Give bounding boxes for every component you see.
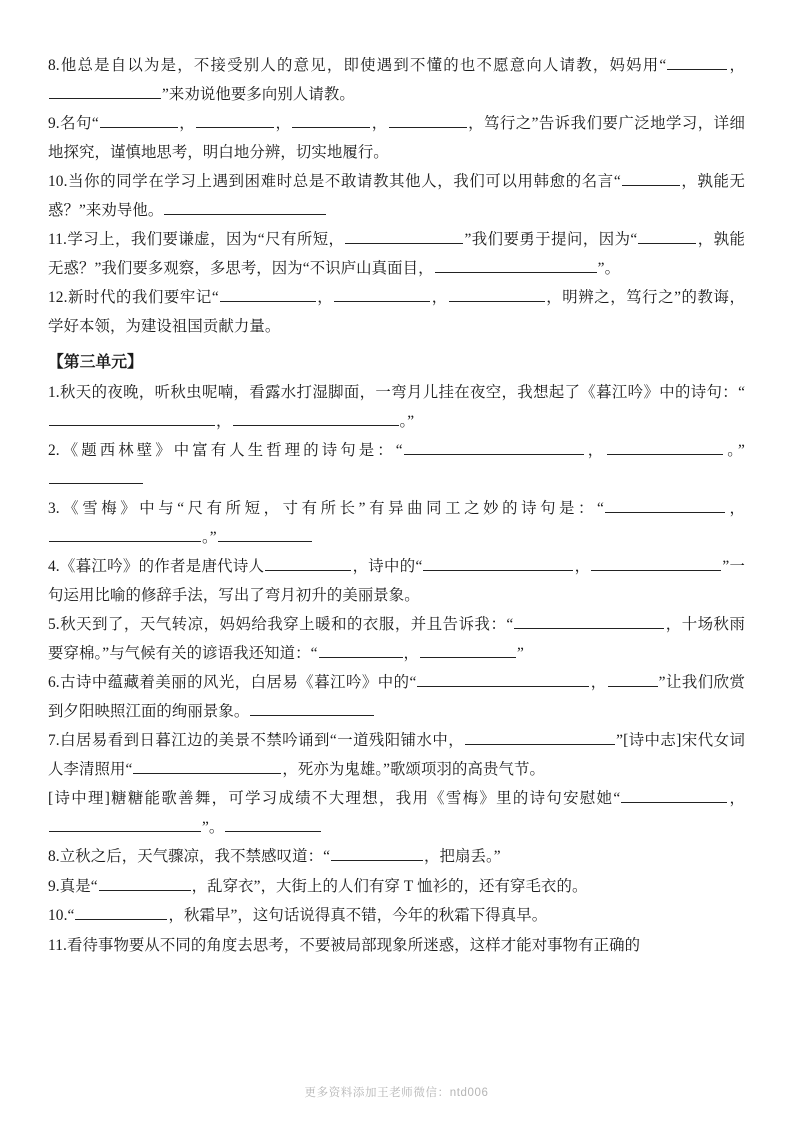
question-text: 他总是自以为是，不接受别人的意见，即使遇到不懂的也不愿意向人请教，妈妈用“ <box>59 57 667 74</box>
fill-in-blank[interactable] <box>404 439 584 455</box>
question-text: 新时代的我们要牢记“ <box>67 289 219 306</box>
fill-in-blank[interactable] <box>420 642 516 658</box>
question-number: 6. <box>48 674 60 691</box>
fill-in-blank[interactable] <box>250 700 374 716</box>
question-text: ”[诗中志]宋代女词人李清照用“ <box>48 732 745 778</box>
fill-in-blank[interactable] <box>265 555 351 571</box>
fill-in-blank[interactable] <box>49 816 201 832</box>
question-text: ， <box>403 644 420 662</box>
fill-in-blank[interactable] <box>435 257 597 273</box>
question-text: ，乱穿衣”，大街上的人们有穿 T 恤衫的，还有穿毛衣的。 <box>191 877 588 895</box>
question-text: 《题西林壁》中富有人生哲理的诗句是：“ <box>59 442 403 459</box>
question-text: 看待事物要从不同的角度去思考，不要被局部现象所迷惑，这样才能对事物有正确的 <box>66 936 641 954</box>
fill-in-blank[interactable] <box>233 410 399 426</box>
question-number: 11. <box>48 231 67 248</box>
question-text: ，孰能无惑？”来劝导他。 <box>48 173 745 219</box>
question-text: 当你的同学在学习上遇到困难时总是不敢请教其他人，我们可以用韩愈的名言“ <box>67 173 621 190</box>
question-text: 《雪梅》中与“尺有所短，寸有所长”有异曲同工之妙的诗句是：“ <box>59 500 604 517</box>
question-item <box>48 553 745 610</box>
question-item <box>48 379 745 436</box>
question-text: ，把扇丢。” <box>424 848 501 865</box>
question-text: “ <box>67 907 75 924</box>
question-text: ， <box>726 500 745 517</box>
question-item <box>48 843 745 872</box>
fill-in-blank[interactable] <box>334 286 430 302</box>
question-text: 《暮江吟》的作者是唐代诗人 <box>59 558 265 575</box>
fill-in-blank[interactable] <box>49 410 215 426</box>
fill-in-blank[interactable] <box>196 112 274 128</box>
question-item <box>48 284 745 341</box>
fill-in-blank[interactable] <box>514 613 664 629</box>
question-item <box>48 669 745 726</box>
fill-in-blank[interactable] <box>225 816 321 832</box>
question-text: ， <box>431 289 448 306</box>
question-number: 7. <box>48 732 60 749</box>
question-item <box>48 902 745 931</box>
question-text: 。” <box>202 528 217 546</box>
fill-in-blank[interactable] <box>608 671 658 687</box>
question-text: ，笃行之”告诉我们要广泛地学习，详细地探究，谨慎地思考，明白地分辨，切实地履行。 <box>48 115 745 161</box>
question-item <box>48 785 745 842</box>
question-number: 8. <box>48 848 60 865</box>
question-text: ”让我们欣赏到夕阳映照江面的绚丽景象。 <box>48 674 745 720</box>
fill-in-blank[interactable] <box>423 555 573 571</box>
fill-in-blank[interactable] <box>100 112 178 128</box>
question-text: ，明辨之，笃行之”的教诲，学好本领，为建设祖国贡献力量。 <box>48 289 745 335</box>
question-text: ， <box>316 289 334 306</box>
question-text: ”。 <box>202 818 225 836</box>
fill-in-blank[interactable] <box>49 526 201 542</box>
question-text: ，孰能无惑？”我们要多观察，多思考，因为“不识庐山真面目， <box>48 231 745 277</box>
question-text: ， <box>574 558 591 575</box>
question-text: ， <box>178 115 196 132</box>
question-item <box>48 110 745 167</box>
fill-in-blank[interactable] <box>622 170 680 186</box>
fill-in-blank[interactable] <box>345 228 463 244</box>
fill-in-blank[interactable] <box>621 787 727 803</box>
fill-in-blank[interactable] <box>319 642 403 658</box>
question-text: ， <box>590 674 607 691</box>
fill-in-blank[interactable] <box>638 228 696 244</box>
question-text: ， <box>728 790 745 807</box>
question-number: 9. <box>48 877 60 895</box>
fill-in-blank[interactable] <box>49 83 161 99</box>
question-number: 12. <box>48 289 68 306</box>
question-text: 名句“ <box>59 115 99 132</box>
question-item <box>48 437 745 494</box>
question-text: ，十场秋雨要穿棉。”与气候有关的谚语我还知道：“ <box>48 616 745 662</box>
question-text: 秋天的夜晚，听秋虫呢喃，看露水打湿脚面，一弯月儿挂在夜空，我想起了《暮江吟》中的诗句：“ <box>59 384 745 401</box>
question-item <box>48 495 745 552</box>
question-item <box>48 226 745 283</box>
fill-in-blank[interactable] <box>99 875 191 891</box>
question-number: 10. <box>48 173 68 190</box>
question-number: 9. <box>48 115 60 132</box>
fill-in-blank[interactable] <box>49 468 143 484</box>
question-number: 5. <box>48 616 60 633</box>
fill-in-blank[interactable] <box>220 286 316 302</box>
fill-in-blank[interactable] <box>389 112 467 128</box>
fill-in-blank[interactable] <box>164 199 326 215</box>
question-text: 真是“ <box>59 877 98 895</box>
question-text: ”。 <box>597 259 621 277</box>
question-text: ，死亦为鬼雄。”歌颂项羽的高贵气节。 <box>282 760 545 778</box>
fill-in-blank[interactable] <box>465 729 615 745</box>
fill-in-blank[interactable] <box>667 54 727 70</box>
fill-in-blank[interactable] <box>75 904 167 920</box>
document-content <box>48 52 745 960</box>
fill-in-blank[interactable] <box>218 526 312 542</box>
unit-heading: 【第三单元】 <box>48 354 143 371</box>
question-text: ，诗中的“ <box>352 558 423 575</box>
question-number: 4. <box>48 558 60 575</box>
fill-in-blank[interactable] <box>292 112 370 128</box>
question-text: 古诗中蕴藏着美丽的风光，白居易《暮江吟》中的“ <box>59 674 417 691</box>
fill-in-blank[interactable] <box>449 286 545 302</box>
question-number: 3. <box>48 500 60 517</box>
question-text: [诗中理]糖糖能歌善舞，可学习成绩不大理想，我用《雪梅》里的诗句安慰她“ <box>48 790 621 807</box>
question-text: ， <box>216 412 232 430</box>
question-item <box>48 52 745 109</box>
question-text: ” <box>517 644 524 662</box>
question-item <box>48 168 745 225</box>
question-text: ， <box>371 115 388 132</box>
question-text: ， <box>584 442 607 459</box>
question-text: ，秋霜早”，这句话说得真不错，今年的秋霜下得真早。 <box>168 907 548 924</box>
fill-in-blank[interactable] <box>417 671 589 687</box>
question-text: 。” <box>399 412 415 430</box>
fill-in-blank[interactable] <box>591 555 721 571</box>
question-number: 10. <box>48 907 68 924</box>
question-item <box>48 873 745 902</box>
question-item <box>48 727 745 784</box>
question-number: 2. <box>48 442 60 459</box>
question-number: 11. <box>48 936 67 954</box>
question-item <box>48 932 745 961</box>
question-text: ”我们要勇于提问，因为“ <box>464 231 638 248</box>
question-number: 1. <box>48 384 60 401</box>
question-text: ”一句运用比喻的修辞手法，写出了弯月初升的美丽景象。 <box>48 558 745 604</box>
question-text: ， <box>728 57 745 74</box>
question-text: 学习上，我们要谦虚，因为“尺有所短， <box>66 231 345 248</box>
question-number: 8. <box>48 57 60 74</box>
question-text: 。” <box>724 442 745 459</box>
fill-in-blank[interactable] <box>331 845 423 861</box>
fill-in-blank[interactable] <box>607 439 723 455</box>
fill-in-blank[interactable] <box>605 497 725 513</box>
question-text: ， <box>275 115 292 132</box>
question-item <box>48 611 745 668</box>
footer-watermark: 更多资料添加王老师微信：ntd006 <box>304 1087 489 1099</box>
question-text: ”来劝说他要多向别人请教。 <box>162 85 355 103</box>
question-text: 立秋之后，天气骤凉，我不禁感叹道：“ <box>59 848 331 865</box>
question-text: 白居易看到日暮江边的美景不禁吟诵到“一道残阳铺水中， <box>59 732 465 749</box>
fill-in-blank[interactable] <box>133 758 281 774</box>
question-text: 秋天到了，天气转凉，妈妈给我穿上暖和的衣服，并且告诉我：“ <box>59 616 514 633</box>
